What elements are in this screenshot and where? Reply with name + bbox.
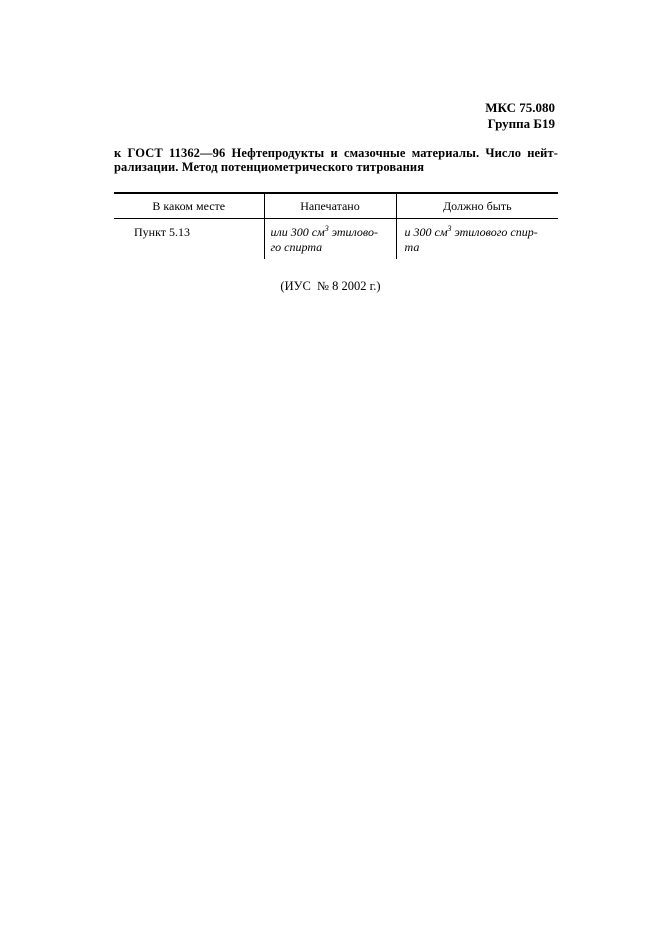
classification-codes — [485, 100, 555, 132]
table-header-row — [114, 193, 558, 219]
header-printed: Напечатано — [264, 193, 396, 219]
printed-text-line2: го спирта — [270, 240, 323, 254]
heading-line-2: рализации. Метод потенциометрического титрования — [114, 160, 425, 174]
header-place: В каком месте — [114, 193, 264, 219]
should-text-end: этилового спир- — [451, 225, 538, 239]
group-code: Группа Б19 — [487, 116, 555, 131]
errata-table — [114, 192, 558, 259]
source-text: (ИУС № 8 2002 г.) — [280, 279, 381, 293]
printed-superscript: 3 — [324, 224, 329, 233]
should-text-start: и 300 см — [404, 225, 448, 239]
source-reference — [0, 279, 661, 294]
cell-should-be — [396, 219, 558, 260]
printed-text-end: этилово- — [328, 225, 378, 239]
should-superscript: 3 — [447, 224, 452, 233]
cell-place: Пункт 5.13 — [134, 225, 191, 239]
heading-line-1: к ГОСТ 11362—96 Нефтепродукты и смазочные материалы. Число нейт- — [114, 146, 558, 160]
mks-code: МКС 75.080 — [485, 100, 555, 115]
printed-text-start: или 300 см — [270, 225, 325, 239]
table-row — [114, 219, 558, 260]
should-text-line2: та — [404, 240, 420, 254]
cell-printed — [264, 219, 396, 260]
header-should-be: Должно быть — [396, 193, 558, 219]
amendment-heading — [114, 146, 558, 174]
